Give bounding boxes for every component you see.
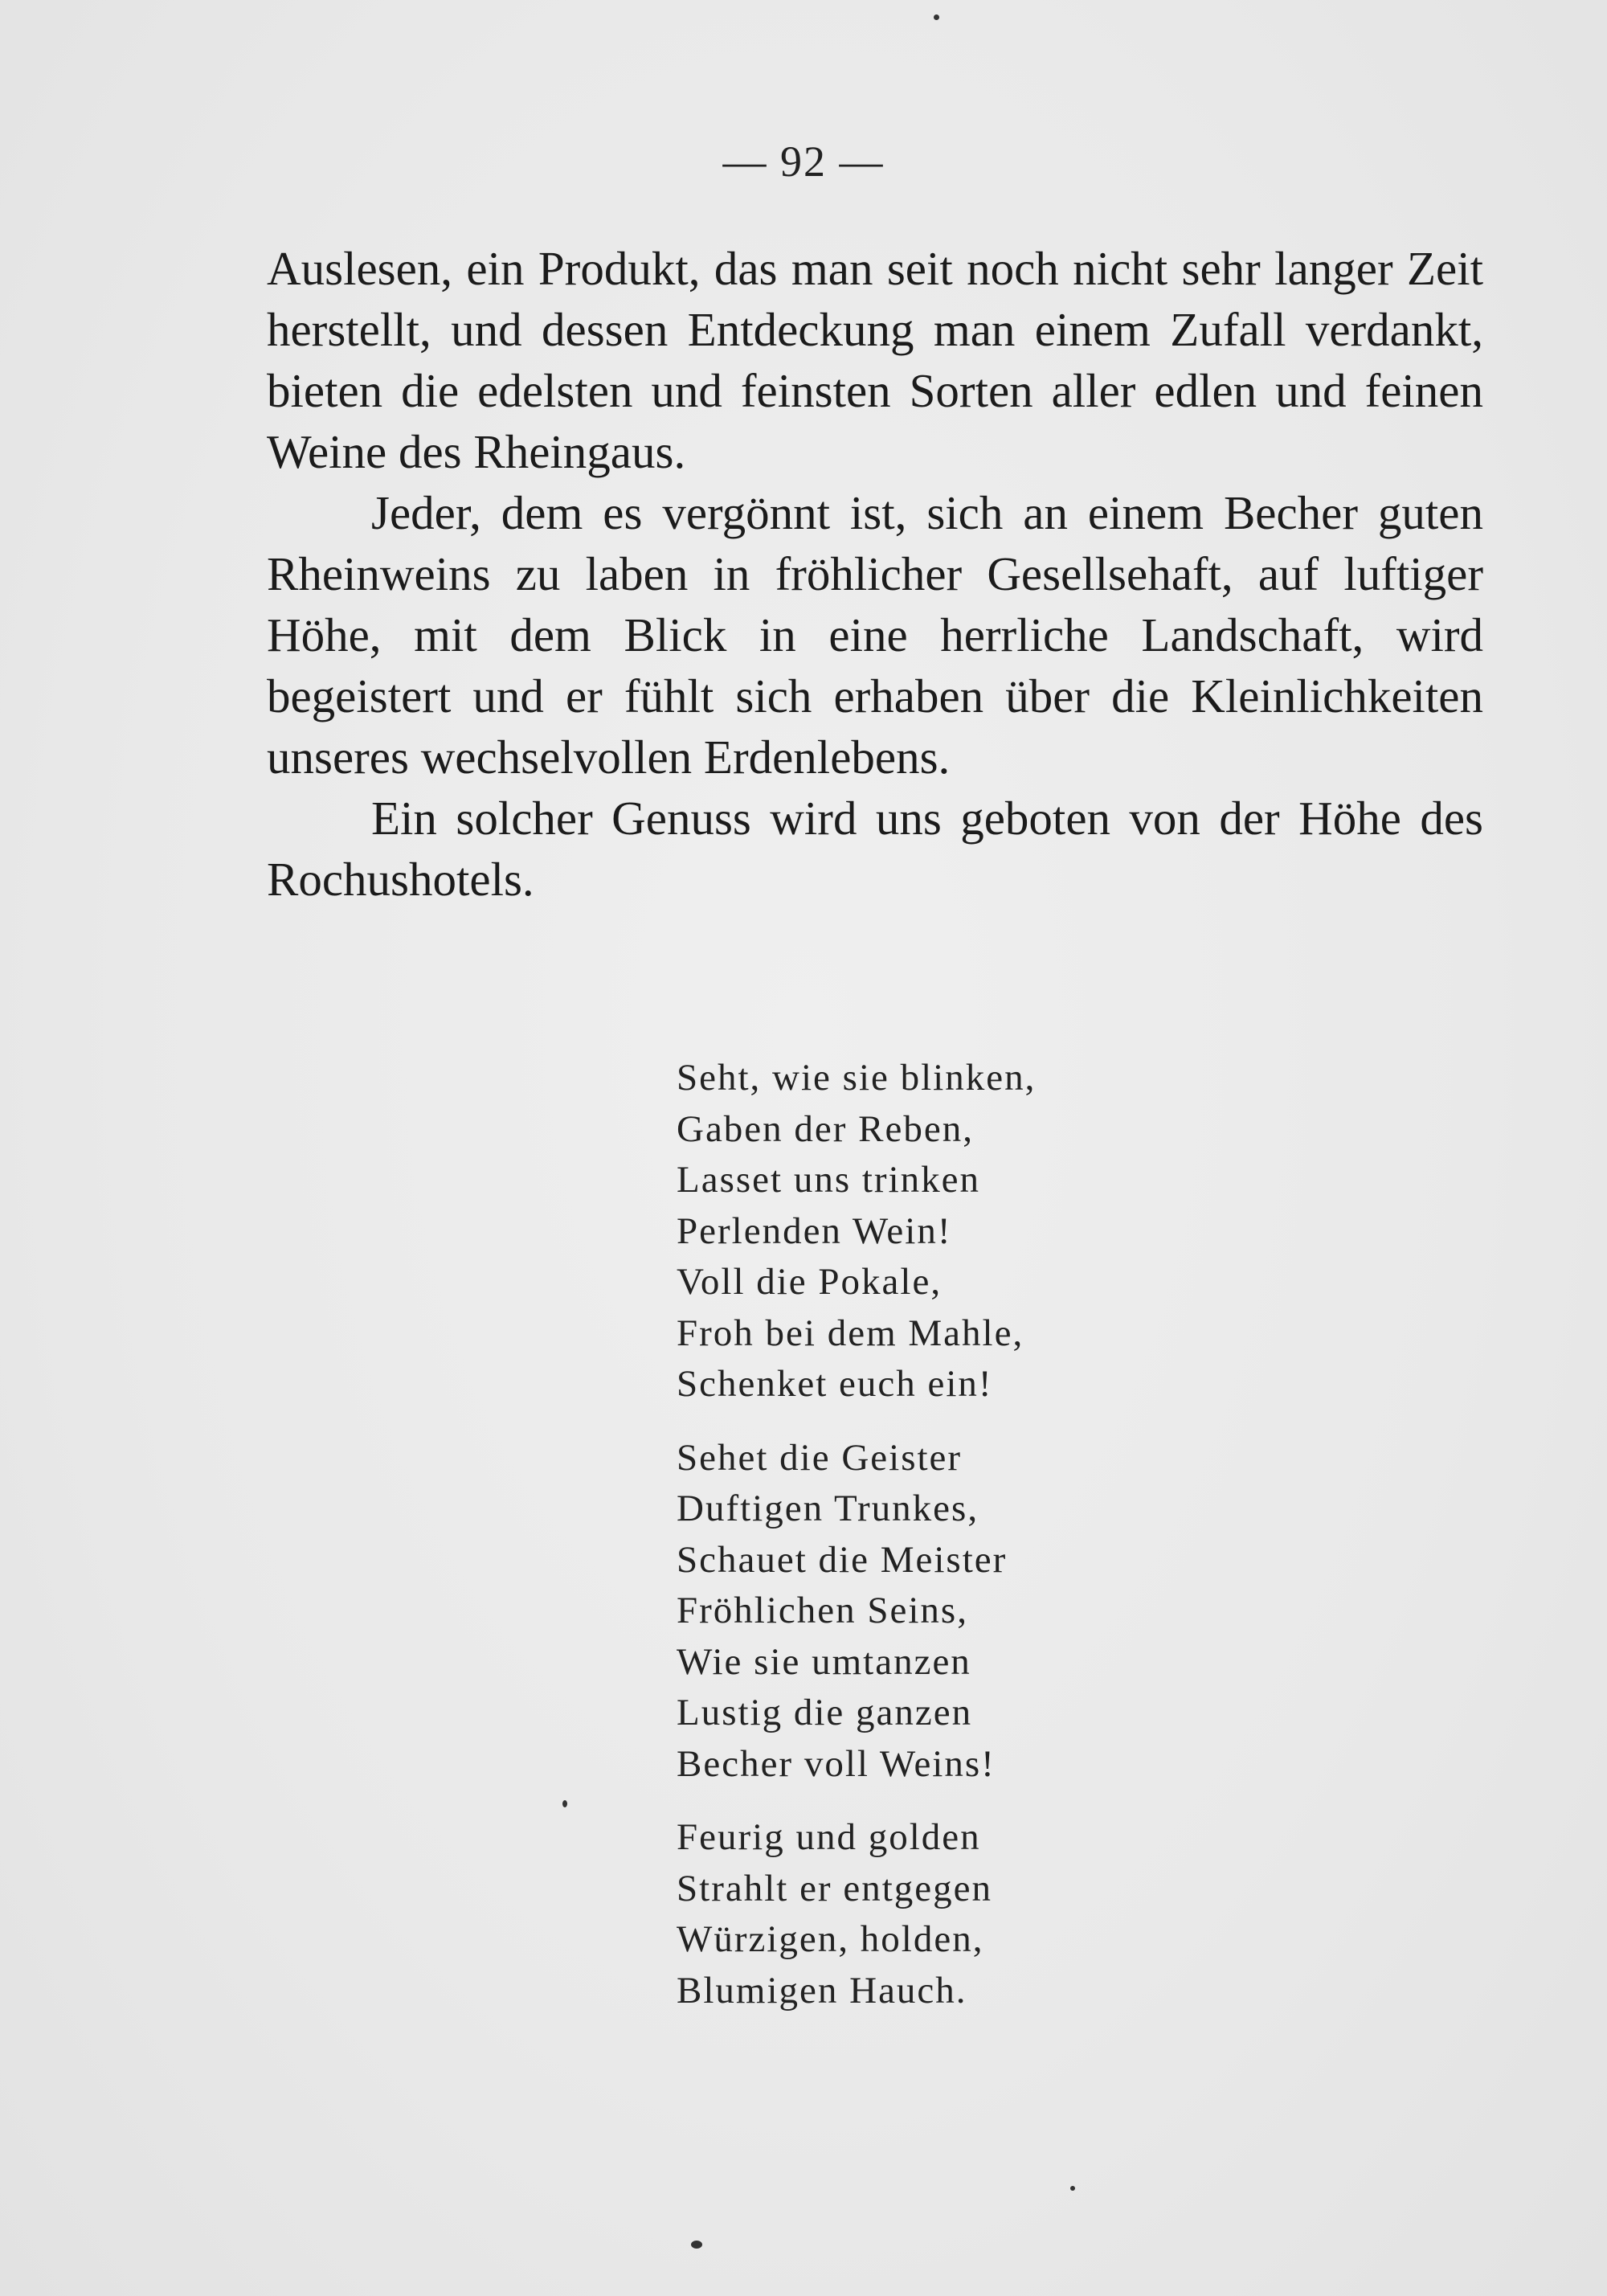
paragraph-1: Auslesen, ein Produkt, das man seit noch nicht sehr langer Zeit herstellt, und dessen Entdeckung man einem Zufall verdankt, bieten die edelsten und feinsten Sorten aller edlen und feinen Weine des Rheingaus. [267, 242, 1483, 478]
verse-line: Seht, wie sie blinken, [677, 1057, 1037, 1099]
verse-line: Sehet die Geister [677, 1436, 963, 1479]
verse-line: Schauet die Meister [677, 1538, 1008, 1581]
verse-line: Wie sie umtanzen [677, 1640, 971, 1683]
verse-line: Fröhlichen Seins, [677, 1590, 968, 1631]
verse-line: Lustig die ganzen [677, 1692, 973, 1733]
poem-stanza-3 [677, 1812, 1239, 2016]
verse-line: Würzigen, holden, [677, 1918, 984, 1960]
prose-body [267, 238, 1483, 910]
print-speck [1070, 2186, 1075, 2191]
poem-stanza-1 [677, 1053, 1239, 1410]
verse-line: Gaben der Reben, [677, 1107, 974, 1150]
paragraph-3: Ein solcher Genuss wird uns geboten von der Höhe des Rochushotels. [267, 792, 1483, 906]
verse-line: Feurig und golden [677, 1816, 981, 1858]
poem [677, 1053, 1239, 2039]
verse-line: Becher voll Weins! [677, 1742, 996, 1785]
verse-line: Lasset uns trinken [677, 1159, 980, 1201]
verse-line: Voll die Pokale, [677, 1261, 943, 1303]
print-speck [691, 2241, 702, 2249]
verse-line: Blumigen Hauch. [677, 1969, 967, 2012]
print-speck [934, 14, 939, 20]
page-number: — 92 — [722, 137, 885, 186]
poem-stanza-2 [677, 1433, 1239, 1791]
verse-line: Schenket euch ein! [677, 1363, 993, 1405]
print-speck [562, 1800, 567, 1807]
verse-line: Perlenden Wein! [677, 1209, 952, 1252]
verse-line: Duftigen Trunkes, [677, 1488, 979, 1529]
verse-line: Strahlt er entgegen [677, 1867, 992, 1909]
paragraph-2: Jeder, dem es vergönnt ist, sich an einem Becher guten Rheinweins zu laben in fröhlicher Gesellsehaft, auf luftiger Höhe, mit dem Blick in eine herrliche Landschaft, wird begeistert und er fühlt sich erhaben über die Kleinlichkeiten unseres wechselvollen Erdenlebens. [267, 486, 1483, 784]
verse-line: Froh bei dem Mahle, [677, 1312, 1024, 1354]
